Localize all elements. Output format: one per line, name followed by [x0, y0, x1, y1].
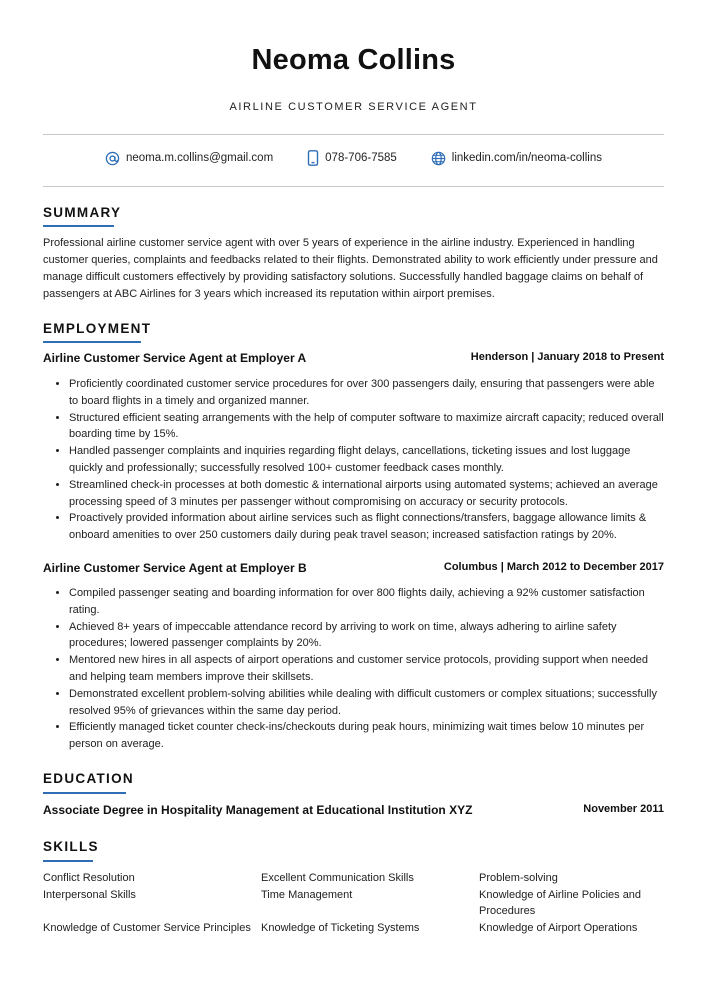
skill-item: Knowledge of Ticketing Systems: [261, 921, 420, 934]
job-title-text: Airline Customer Service Agent at Employer A: [43, 351, 307, 365]
phone-icon: [307, 150, 319, 166]
employment-heading: EMPLOYMENT: [43, 321, 152, 336]
contact-phone[interactable]: [307, 150, 397, 166]
skill-item: Time Management: [261, 888, 353, 901]
list-item: • Streamlined check-in processes at both domestic & international airports using automated systems; achieved an average processing speed of 3 minutes per passenger without compromising on accuracy or security protocols.: [69, 477, 664, 511]
job-header: [43, 561, 664, 575]
education-row: [43, 803, 664, 817]
phone-text: 078-706-7585: [325, 152, 397, 164]
candidate-name: Neoma Collins: [251, 44, 456, 76]
skills-grid: [43, 870, 673, 936]
skill-item: Interpersonal Skills: [43, 888, 136, 901]
list-item: • Efficiently managed ticket counter check-ins/checkouts during peak hours, minimizing wait times below 10 minutes per person on average.: [69, 719, 664, 753]
education-heading: EDUCATION: [43, 771, 134, 786]
job-location-dates: Henderson | January 2018 to Present: [470, 351, 664, 363]
list-item: • Achieved 8+ years of impeccable attendance record by arriving to work on time, always adhering to airline safety procedures; lowered passenger complaints by 20%.: [69, 619, 664, 653]
contact-email[interactable]: [105, 150, 273, 166]
skill-item: Excellent Communication Skills: [261, 872, 414, 884]
contact-bar: [0, 150, 707, 166]
globe-icon: [431, 151, 446, 166]
list-item: • Compiled passenger seating and boarding information for over 800 flights daily, achieving a 92% customer satisfaction rating.: [69, 585, 664, 619]
education-underline: [43, 792, 126, 794]
skill-item: Problem-solving: [479, 872, 558, 884]
list-item: • Mentored new hires in all aspects of airport operations and customer service protocols, providing support when needed and helping team members improve their skillsets.: [69, 652, 664, 686]
header-divider-bottom: [43, 186, 664, 187]
email-text: neoma.m.collins@gmail.com: [125, 152, 274, 164]
skills-underline: [43, 860, 93, 862]
job-title-text: Airline Customer Service Agent at Employer B: [43, 561, 307, 575]
job-bullets: [43, 585, 664, 753]
summary-underline: [43, 225, 114, 227]
contact-linkedin[interactable]: [431, 150, 602, 166]
linkedin-text: linkedin.com/in/neoma-collins: [451, 152, 602, 164]
list-item: • Handled passenger complaints and inquiries regarding flight delays, cancellations, ticketing issues and lost luggage quickly and professionally; successfully resolved 100+ customer feedback cases monthly.: [69, 443, 664, 477]
at-sign-icon: [105, 151, 120, 166]
employment-underline: [43, 341, 141, 343]
skills-heading: SKILLS: [43, 839, 99, 854]
header-divider-top: [43, 134, 664, 135]
job-title: AIRLINE CUSTOMER SERVICE AGENT: [229, 101, 478, 113]
job-location-dates: Columbus | March 2012 to December 2017: [443, 561, 664, 573]
skill-item: Knowledge of Customer Service Principles: [43, 921, 251, 934]
list-item: • Proficiently coordinated customer service procedures for over 300 passengers daily, ensuring that passengers were able to board flights in a timely and organized manner.: [69, 376, 664, 410]
skill-item: Knowledge of Airline Policies and Procedures: [479, 888, 642, 917]
skill-item: Knowledge of Airport Operations: [479, 921, 638, 934]
list-item: • Demonstrated excellent problem-solving abilities while dealing with difficult customers or complex situations; successfully resolved 95% of grievances within the same day period.: [69, 686, 664, 720]
education-date: November 2011: [583, 803, 664, 815]
job-bullets: [43, 376, 664, 544]
degree-text: Associate Degree in Hospitality Management at Educational Institution XYZ: [43, 803, 473, 817]
job-header: [43, 351, 664, 365]
summary-text: Professional airline customer service agent with over 5 years of experience in the airline industry. Experienced in handling customer queries, complaints and feedbacks related to their flights. Demonstrated ability to work efficiently under pressure and manage difficult customers effectively by providing satisfactory solutions. Successfully handled baggage claims on behalf of passengers at ABC Airlines for 3 years which increased its reputation within airport premises.: [43, 237, 658, 300]
skill-item: Conflict Resolution: [43, 872, 135, 884]
list-item: • Proactively provided information about airline services such as flight connections/transfers, baggage allowance limits & onboard amenities to over 250 customers daily during peak travel season; increased satisfaction ratings by 20%.: [69, 510, 664, 544]
summary-heading: SUMMARY: [43, 205, 122, 220]
list-item: • Structured efficient seating arrangements with the help of computer software to maximize aircraft capacity; reduced overall boarding time by 15%.: [69, 410, 664, 444]
